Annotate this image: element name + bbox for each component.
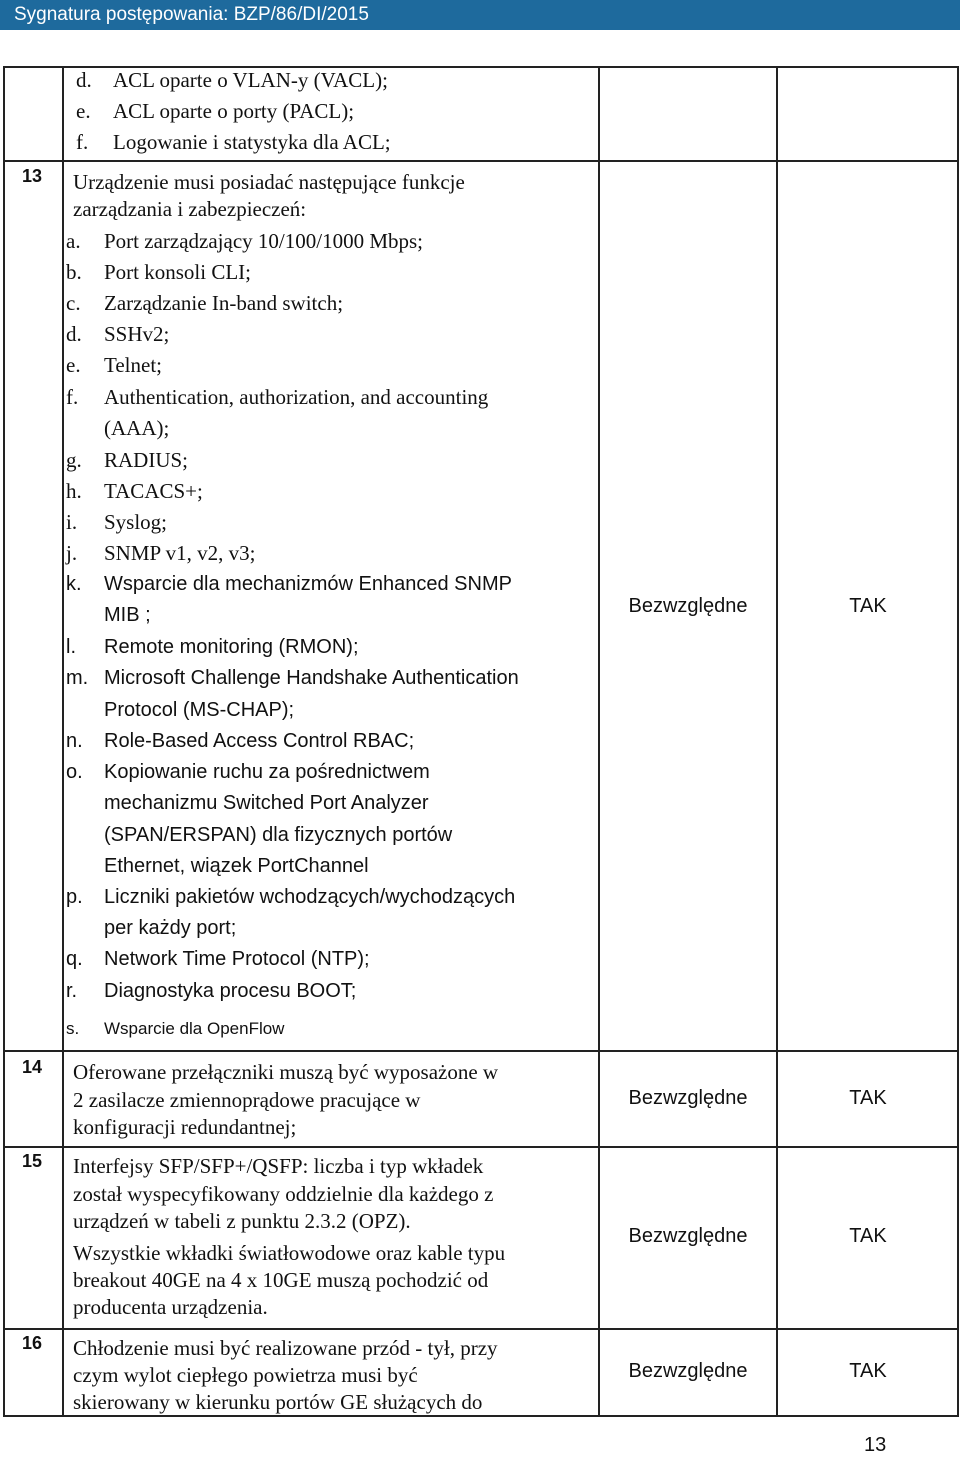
list-marker: f. xyxy=(66,385,79,409)
table-border-right xyxy=(957,66,959,1416)
row-description: Oferowane przełączniki muszą być wyposażone w xyxy=(73,1060,499,1084)
list-item: Network Time Protocol (NTP); xyxy=(104,948,370,970)
list-marker: r. xyxy=(66,980,78,1002)
row-separator xyxy=(3,160,959,162)
row-description: 2 zasilacze zmiennoprądowe pracujące w xyxy=(73,1088,421,1112)
list-marker: m. xyxy=(66,667,89,689)
list-item: Protocol (MS-CHAP); xyxy=(104,699,295,721)
row-number: 16 xyxy=(22,1333,43,1353)
row-description: urządzeń w tabeli z punktu 2.3.2 (OPZ). xyxy=(73,1209,411,1233)
table-divider-1 xyxy=(62,66,64,1416)
row-description: zarządzania i zabezpieczeń: xyxy=(73,197,307,221)
compliance-answer: TAK xyxy=(849,1087,887,1109)
list-marker: s. xyxy=(66,1019,80,1038)
list-item: Role-Based Access Control RBAC; xyxy=(104,730,415,752)
list-marker: q. xyxy=(66,948,83,970)
table-divider-3 xyxy=(776,66,778,1416)
list-item: ACL oparte o VLAN-y (VACL); xyxy=(113,68,388,92)
list-item: (AAA); xyxy=(104,416,170,440)
list-item: Zarządzanie In-band switch; xyxy=(104,291,344,315)
list-item: Microsoft Challenge Handshake Authentication xyxy=(104,667,519,689)
list-item: Wsparcie dla OpenFlow xyxy=(104,1019,285,1038)
list-item: Kopiowanie ruchu za pośrednictwem xyxy=(104,761,430,783)
list-marker: h. xyxy=(66,479,82,503)
list-marker: b. xyxy=(66,260,82,284)
list-item: ACL oparte o porty (PACL); xyxy=(113,99,355,123)
list-item: mechanizmu Switched Port Analyzer xyxy=(104,792,429,814)
document-header xyxy=(0,0,960,30)
list-item: Wsparcie dla mechanizmów Enhanced SNMP xyxy=(104,573,512,595)
list-marker: p. xyxy=(66,886,83,908)
row-number: 15 xyxy=(22,1151,43,1171)
list-item: Port zarządzający 10/100/1000 Mbps; xyxy=(104,229,423,253)
list-item: Authentication, authorization, and accounting xyxy=(104,385,489,409)
row-description: breakout 40GE na 4 x 10GE muszą pochodzić od xyxy=(73,1268,489,1292)
list-marker: n. xyxy=(66,730,83,752)
list-marker: o. xyxy=(66,761,83,783)
row-description: producenta urządzenia. xyxy=(73,1295,268,1319)
row-separator xyxy=(3,1146,959,1148)
requirement-level: Bezwzględne xyxy=(628,1360,748,1382)
list-item: Logowanie i statystyka dla ACL; xyxy=(113,130,391,154)
row-description: czym wylot ciepłego powietrza musi być xyxy=(73,1363,418,1387)
row-description: Urządzenie musi posiadać następujące funkcje xyxy=(73,170,465,194)
compliance-answer: TAK xyxy=(849,1225,887,1247)
list-marker: f. xyxy=(76,130,89,154)
row-description: Interfejsy SFP/SFP+/QSFP: liczba i typ wkładek xyxy=(73,1154,484,1178)
list-marker: g. xyxy=(66,448,82,472)
list-item: Diagnostyka procesu BOOT; xyxy=(104,980,357,1002)
list-item: MIB ; xyxy=(104,604,151,626)
list-item: per każdy port; xyxy=(104,917,237,939)
list-marker: j. xyxy=(66,541,78,565)
requirement-level: Bezwzględne xyxy=(628,1087,748,1109)
list-item: Ethernet, wiązek PortChannel xyxy=(104,855,369,877)
list-marker: l. xyxy=(66,636,76,658)
row-description: Chłodzenie musi być realizowane przód - tył, przy xyxy=(73,1336,498,1360)
list-marker: d. xyxy=(76,68,92,92)
list-marker: a. xyxy=(66,229,81,253)
row-number: 13 xyxy=(22,166,43,186)
list-item: Liczniki pakietów wchodzących/wychodzących xyxy=(104,886,516,908)
table-border-left xyxy=(3,66,5,1416)
row-description: skierowany w kierunku portów GE służących do xyxy=(73,1390,483,1414)
list-marker: c. xyxy=(66,291,81,315)
list-item: (SPAN/ERSPAN) dla fizycznych portów xyxy=(104,824,453,846)
page-number: 13 xyxy=(864,1434,887,1456)
requirement-level: Bezwzględne xyxy=(628,595,748,617)
list-marker: e. xyxy=(76,99,91,123)
row-description: Wszystkie wkładki światłowodowe oraz kable typu xyxy=(73,1241,506,1265)
list-item: TACACS+; xyxy=(104,479,203,503)
row-description: konfiguracji redundantnej; xyxy=(73,1115,297,1139)
list-item: SSHv2; xyxy=(104,322,170,346)
list-item: Remote monitoring (RMON); xyxy=(104,636,359,658)
row-number: 14 xyxy=(22,1057,43,1077)
list-marker: i. xyxy=(66,510,78,534)
row-description: został wyspecyfikowany oddzielnie dla każdego z xyxy=(73,1182,494,1206)
row-separator xyxy=(3,1328,959,1330)
document-signature: Sygnatura postępowania: BZP/86/DI/2015 xyxy=(14,4,369,25)
list-item: Port konsoli CLI; xyxy=(104,260,252,284)
list-marker: d. xyxy=(66,322,82,346)
compliance-answer: TAK xyxy=(849,1360,887,1382)
list-item: SNMP v1, v2, v3; xyxy=(104,541,256,565)
list-item: Telnet; xyxy=(104,353,163,377)
list-marker: e. xyxy=(66,353,81,377)
list-marker: k. xyxy=(66,573,82,595)
list-item: Syslog; xyxy=(104,510,168,534)
table-divider-2 xyxy=(598,66,600,1416)
compliance-answer: TAK xyxy=(849,595,887,617)
row-separator xyxy=(3,1050,959,1052)
requirement-level: Bezwzględne xyxy=(628,1225,748,1247)
list-item: RADIUS; xyxy=(104,448,189,472)
